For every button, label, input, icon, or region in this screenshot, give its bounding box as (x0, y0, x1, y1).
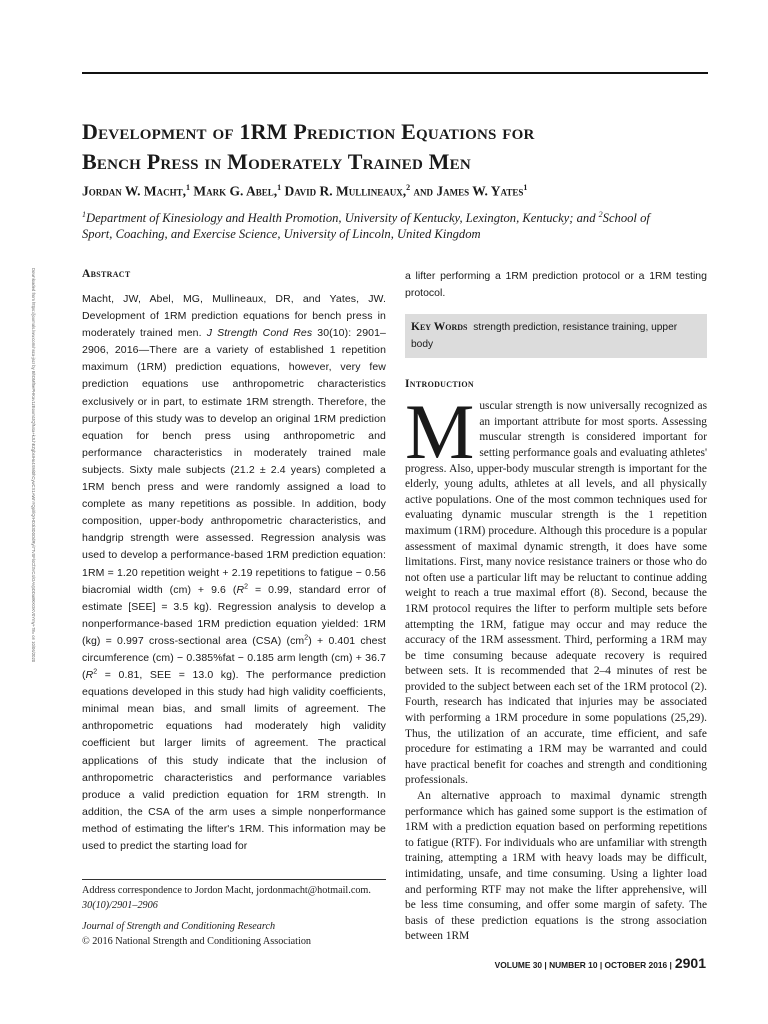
issue-id: 30(10)/2901–2906 (82, 900, 158, 911)
copyright: © 2016 National Strength and Conditioning Association (82, 936, 312, 947)
drop-cap: M (405, 388, 475, 476)
keywords-box (405, 314, 707, 358)
title-line-2: Bench Press in Moderately Trained Men (82, 149, 471, 174)
intro-paragraph-2: An alternative approach to maximal dynamic strength performance which has gained some support is the estimation of 1RM with a prediction equation based on performing repetitions to fatigue (RTF). For individuals who are unfamiliar with strength training, attempting a 1RM with heavy loads may be difficult, intimidating, unsafe, and time consuming. Using a lighter load and performing RTF may not make the lifter apprehensive, will be less time consuming, and offer some margin of safety. The basis of these prediction equations is the strong association between 1RM (405, 790, 707, 943)
page-footer (495, 955, 706, 971)
journal-abbrev: J Strength Cond Res (206, 327, 313, 340)
r-symbol: R (85, 669, 94, 682)
abstract-text (82, 291, 386, 855)
page-number: 2901 (674, 955, 706, 971)
abstract-citation-end: 30(10): 2901–2906, 2016— (82, 327, 386, 357)
abstract-part: = 0.99, standard error of estimate [SEE] = 3.5 kg). Regression analysis to develop a nonperformance-based 1RM prediction equation yielded: 1RM (kg) = 0.997 cross-sectional area (CSA) (cm (82, 583, 386, 647)
right-column (405, 268, 707, 945)
superscript: 2 (93, 668, 98, 676)
title-line-1: Development of 1RM Prediction Equations for (82, 119, 535, 144)
author-name: Jordan W. Macht, (82, 183, 187, 199)
r-symbol: R (236, 583, 245, 596)
author-affil-sup: 1 (277, 183, 282, 192)
abstract-part: There are a variety of established 1 repetition maximum (1RM) prediction equations, however, very few prediction equations use anthropometric characteristics exclusively or in part, to estimate 1RM strength. Therefore, the purpose of this study was to develop an original 1RM prediction equation for bench press using anthropometric and performance characteristics in moderately trained male subjects. Sixty male subjects (21.2 ± 2.4 years) completed a 1RM bench press and were randomly assigned a load to complete as many repetitions as possible. In addition, body composition, upper-body anthropometric characteristics, and handgrip strength were assessed. Regression analysis was used to develop a performance-based 1RM prediction equation: 1RM = 1.20 repetition weight + 2.19 repetitions to fatigue − 0.56 biacromial width (cm) + 9.6 ( (82, 344, 387, 596)
issue-info: VOLUME 30 | NUMBER 10 | OCTOBER 2016 | (494, 960, 672, 970)
footnote (82, 879, 386, 949)
introduction-heading: Introduction (405, 378, 474, 391)
download-watermark: Downloaded from https://journals.lww.com/nsca-jscr by BhDMf5ePHKav1zEoum1tQfN4a+kJLhEZgbsIHo4XMi0hCywCX1AWnYQp/IlQrHD3i3D0OdRyi7TvSFl4Cf3VC4/OAVpDDa8KKGKV0Ymy+78= on 10/06/2020 (31, 268, 36, 663)
author-name: Mark G. Abel, (193, 183, 278, 199)
author-list (82, 183, 712, 200)
affil-text: Department of Kinesiology and Health Promotion, University of Kentucky, Lexington, Kentucky; and (86, 211, 599, 226)
intro-text: uscular strength is now universally recognized as an important attribute for most sports. Assessing muscular strength is considered important for setting performance goals and evaluating athletes' progress. Also, upper-body muscular strength is important for the elderly, young adults, athletes at all levels, and all physically active populations. One of the most common techniques used for evaluating dynamic muscular strength is the 1 repetition maximum (1RM) procedure. Although this procedure is a popular assessment of maximal dynamic strength, it does have some limitations. First, many novice resistance trainers or those who do not often use a particular lift may be reluctant to continue adding weight to reach a true maximal effort (8). Second, because the 1RM protocol requires the lifter to perform multiple sets before attempting the 1RM, fatigue may occur and may reduce the accuracy of the 1RM assessment. Third, performing a 1RM may be time consuming because adequate recovery is required between sets. It is recommended that 2–4 minutes of rest be provided to the subject between each set of the 1RM protocol (2). Fourth, research has indicated that injuries may be associated with performing a 1RM procedure in some populations (25,29). Thus, the utilization of an accurate, time efficient, and safe procedure for estimating a 1RM may be warranted and could have practical benefit for coaches and strength and conditioning professionals. (405, 400, 707, 787)
left-column (82, 268, 386, 855)
keywords-text: strength prediction, resistance training, upper body (411, 322, 678, 351)
affil-text: School of Sport, Coaching, and Exercise Science, University of Lincoln, United Kingdom (82, 211, 650, 242)
affiliations (82, 207, 682, 242)
author-affil-sup: 2 (406, 183, 411, 192)
affil-sup: 1 (82, 210, 86, 219)
abstract-continuation: a lifter performing a 1RM prediction protocol or a 1RM testing protocol. (405, 270, 707, 300)
author-affil-sup: 1 (186, 183, 191, 192)
superscript: 2 (304, 634, 309, 642)
intro-paragraph-1 (405, 388, 707, 789)
superscript: 2 (244, 583, 249, 591)
affil-sup: 2 (598, 210, 603, 219)
author-name: and James W. Yates (413, 183, 524, 199)
article-title (82, 117, 722, 177)
abstract-citation: Macht, JW, Abel, MG, Mullineaux, DR, and Yates, JW. Development of 1RM prediction equations for bench press in moderately trained men. (82, 293, 386, 340)
correspondence: Address correspondence to Jordon Macht, jordonmacht@hotmail.com. (82, 885, 371, 896)
journal-name: Journal of Strength and Conditioning Research (82, 921, 276, 932)
abstract-heading: Abstract (82, 268, 131, 280)
author-name: David R. Mullineaux, (284, 183, 407, 199)
author-affil-sup: 1 (523, 183, 528, 192)
keywords-label: Key Words (411, 321, 468, 334)
abstract-part: = 0.81, SEE = 13.0 kg). The performance prediction equations developed in this study had high validity coefficients, minimal mean bias, and small limits of agreement. The anthropometric equations had moderately high validity coefficient but larger limits of agreement. The practical applications of this study indicate that the inclusion of anthropometric characteristics and performance variables produce a valid prediction equation for 1RM strength. In addition, the CSA of the arm uses a simple nonperformance method of estimating the lifter's 1RM. This information may be used to predict the starting load for (82, 669, 386, 852)
abstract-part: ) + 0.401 chest circumference (cm) − 0.385%fat − 0.185 arm length (cm) + 36.7 ( (82, 634, 386, 682)
top-rule (82, 72, 708, 74)
